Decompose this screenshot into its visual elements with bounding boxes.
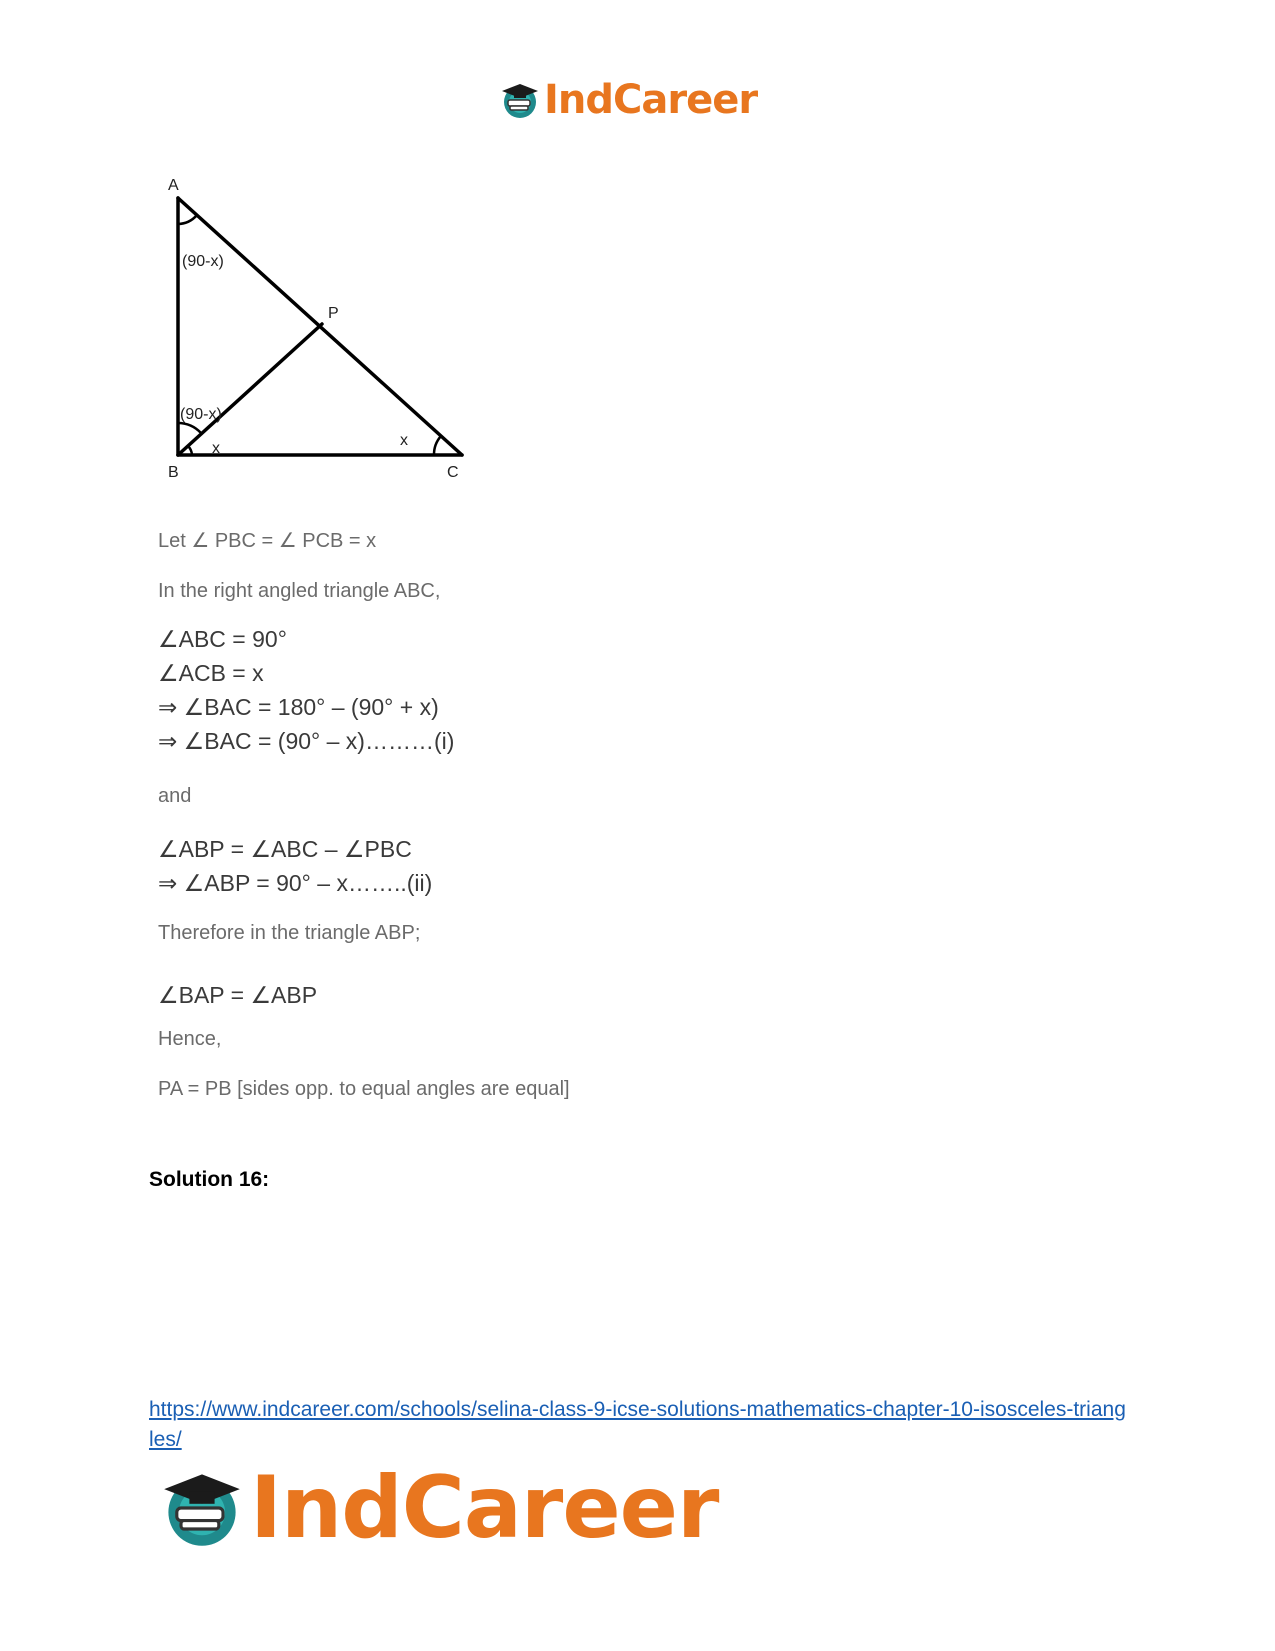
segment-bp	[178, 324, 322, 455]
vertex-label-c: C	[447, 464, 459, 481]
triangle-diagram	[168, 177, 480, 481]
conclusion-statement: PA = PB [sides opp. to equal angles are equal]	[158, 1078, 570, 1100]
angle-label-c: x	[400, 432, 408, 449]
let-statement: Let ∠ PBC = ∠ PCB = x	[158, 530, 377, 552]
equation-line: ∠ABP = ∠ABC – ∠PBC	[158, 836, 412, 862]
header-logo	[500, 77, 758, 123]
vertex-label-b: B	[168, 464, 179, 481]
angle-arc-b-upper	[178, 423, 201, 433]
graduation-cap-globe-icon	[500, 80, 540, 120]
brand-name: IndCareer	[250, 1458, 719, 1558]
equation-line: ⇒ ∠BAC = 180° – (90° + x)	[158, 694, 439, 720]
angle-label-a: (90-x)	[182, 253, 224, 270]
intro-statement: In the right angled triangle ABC,	[158, 580, 441, 602]
equation-block-3: ∠BAP = ∠ABP	[158, 982, 318, 1008]
footer-link[interactable]: https://www.indcareer.com/schools/selina-class-9-icse-solutions-mathematics-chapter-10-isosceles-triangles/	[149, 1398, 1126, 1451]
footer-logo	[160, 1458, 719, 1558]
next-solution-heading: Solution 16:	[149, 1168, 270, 1191]
graduation-cap-globe-icon	[160, 1466, 244, 1550]
equation-line: ∠ABC = 90°	[158, 626, 287, 652]
and-text: and	[158, 785, 192, 807]
brand-name: IndCareer	[544, 77, 758, 123]
therefore-statement: Therefore in the triangle ABP;	[158, 922, 421, 944]
angle-arc-c	[434, 436, 441, 455]
equation-line: ⇒ ∠ABP = 90° – x……..(ii)	[158, 870, 433, 896]
angle-label-b-lower: x	[212, 440, 220, 457]
equation-block-2	[158, 832, 432, 900]
vertex-label-a: A	[168, 177, 179, 194]
hence-text: Hence,	[158, 1028, 222, 1050]
angle-arc-a	[178, 215, 197, 224]
equation-block-1	[158, 622, 454, 758]
vertex-label-p: P	[328, 305, 339, 322]
equation-line: ⇒ ∠BAC = (90° – x)………(i)	[158, 728, 455, 754]
equation-line: ∠ACB = x	[158, 660, 264, 686]
angle-label-b-upper: (90-x)	[180, 406, 222, 423]
